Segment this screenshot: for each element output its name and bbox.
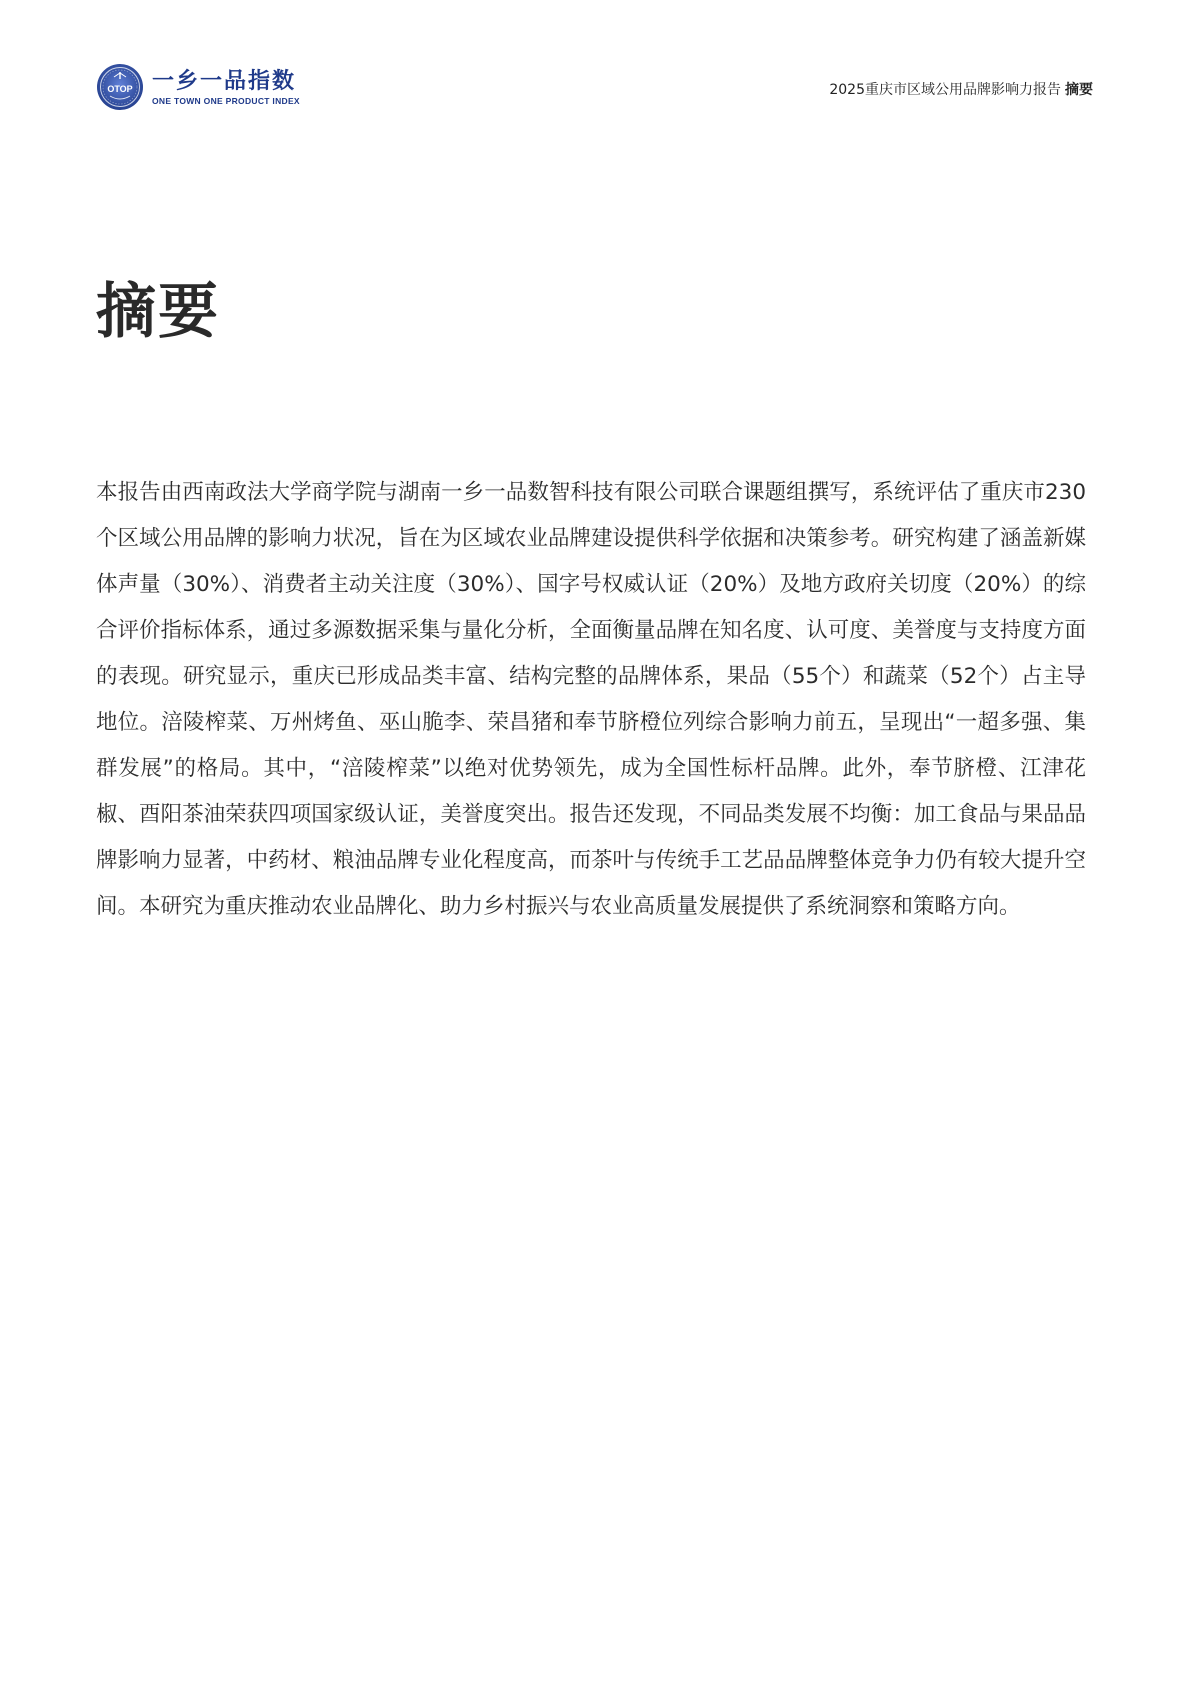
- page-title: 摘要: [96, 277, 220, 347]
- otop-emblem-icon: [96, 63, 144, 111]
- section-name: 摘要: [1065, 82, 1093, 98]
- report-title: 2025重庆市区域公用品牌影响力报告: [829, 82, 1061, 98]
- page-header: [0, 0, 1189, 130]
- logo-name-cn: 一乡一品指数: [152, 68, 297, 94]
- running-title: [829, 79, 1093, 99]
- logo-name-en: ONE TOWN ONE PRODUCT INDEX: [152, 95, 300, 106]
- logo-wordmark: [152, 69, 300, 106]
- brand-logo: [96, 63, 300, 111]
- abstract-paragraph: 本报告由西南政法大学商学院与湖南一乡一品数智科技有限公司联合课题组撰写，系统评估了重庆市230个区域公用品牌的影响力状况，旨在为区域农业品牌建设提供科学依据和决策参考。研究构建了涵盖新媒体声量（30%）、消费者主动关注度（30%）、国字号权威认证（20%）及地方政府关切度（20%）的综合评价指标体系，通过多源数据采集与量化分析，全面衡量品牌在知名度、认可度、美誉度与支持度方面的表现。研究显示，重庆已形成品类丰富、结构完整的品牌体系，果品（55个）和蔬菜（52个）占主导地位。涪陵榨菜、万州烤鱼、巫山脆李、荣昌猪和奉节脐橙位列综合影响力前五，呈现出“一超多强、集群发展”的格局。其中，“涪陵榨菜”以绝对优势领先，成为全国性标杆品牌。此外，奉节脐橙、江津花椒、酉阳茶油荣获四项国家级认证，美誉度突出。报告还发现，不同品类发展不均衡：加工食品与果品品牌影响力显著，中药材、粮油品牌专业化程度高，而茶叶与传统手工艺品品牌整体竞争力仍有较大提升空间。本研究为重庆推动农业品牌化、助力乡村振兴与农业高质量发展提供了系统洞察和策略方向。: [96, 480, 1086, 919]
- emblem-text: OTOP: [107, 84, 133, 94]
